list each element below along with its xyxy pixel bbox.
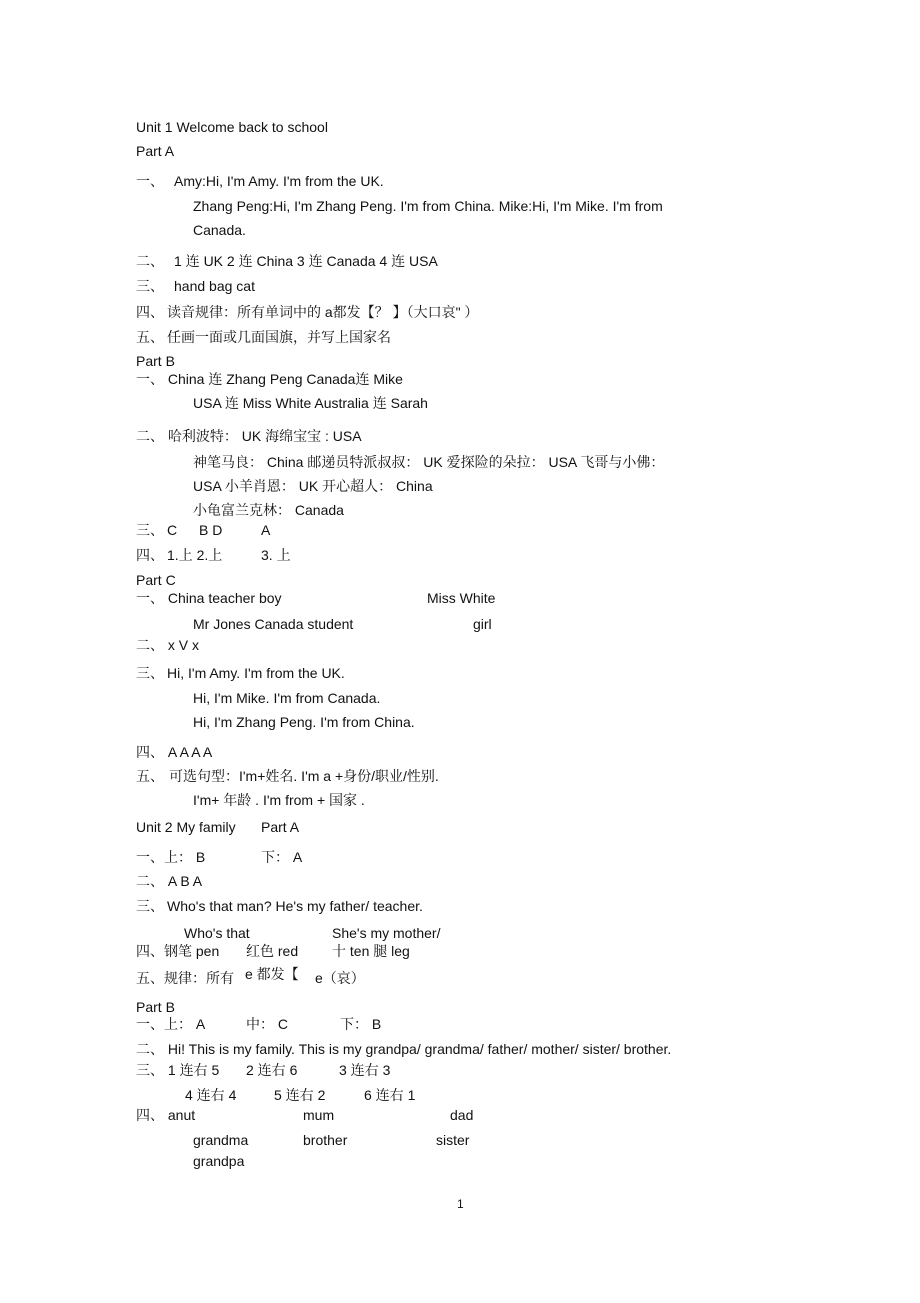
unit1-title: Unit 1 Welcome back to school <box>136 119 328 135</box>
u1c-q5-line1: 可选句型：I'm+姓名. I'm a +身份/职业/性别. <box>169 768 439 784</box>
u2a-q1-right: 下： A <box>261 849 303 865</box>
u1b-q3-answer-b: B D <box>199 522 223 538</box>
u2b-q1-a: 一、上： A <box>136 1016 206 1032</box>
u1b-q2-line4: 小龟富兰克林： Canada <box>193 502 344 518</box>
u1a-q4-number: 四、 <box>136 304 164 320</box>
u2a-q2-text: 二、 A B A <box>136 873 203 889</box>
u1b-q3-answer-c: A <box>261 522 271 538</box>
u1a-q3-text: hand bag cat <box>174 278 255 294</box>
u1a-q1-number: 一、 <box>136 173 164 189</box>
unit1-part-a-label: Part A <box>136 143 175 159</box>
u2b-q3-e: 5 连右 2 <box>274 1087 326 1103</box>
u1a-q1-line3: Canada. <box>193 222 246 238</box>
u2a-q5-c: e（哀） <box>315 970 365 986</box>
u1b-q4-answer-a: 1.上 2.上 <box>167 547 223 563</box>
unit2-part-b-label: Part B <box>136 999 175 1015</box>
u2b-q4-a: 四、 anut <box>136 1107 196 1123</box>
u2a-q3-number: 三、 <box>136 898 164 914</box>
u1a-q3-number: 三、 <box>136 278 164 294</box>
u1c-q1-line2-right: girl <box>473 616 492 632</box>
u2b-q4-d: grandma <box>193 1132 249 1148</box>
u1c-q4-text: 四、 A A A A <box>136 744 213 760</box>
u2b-q4-c: dad <box>450 1107 474 1123</box>
unit2-title: Unit 2 My family <box>136 819 236 835</box>
u1b-q1-line1: 一、 China 连 Zhang Peng Canada连 Mike <box>136 371 403 387</box>
u2a-q3-line2-right: She's my mother/ <box>332 925 441 941</box>
u2b-q2-text: 二、 Hi! This is my family. This is my grandpa/ grandma/ father/ mother/ sister/ brother. <box>136 1041 672 1057</box>
u1a-q4-text: 读音规律：所有单词中的 a都发【？ 】（大口哀" ） <box>167 304 479 320</box>
u2a-q4-a: 四、钢笔 pen <box>136 943 220 959</box>
u1c-q3-line1: Hi, I'm Amy. I'm from the UK. <box>167 665 345 681</box>
u1c-q5-number: 五、 <box>136 768 164 784</box>
page-number: 1 <box>457 1197 464 1211</box>
u2a-q5-a: 五、规律：所有 <box>136 970 234 986</box>
u1b-q2-line3: USA 小羊肖恩： UK 开心超人： China <box>193 478 433 494</box>
u1b-q2-line1: 二、 哈利波特： UK 海绵宝宝 : USA <box>136 428 362 444</box>
u1c-q3-line3: Hi, I'm Zhang Peng. I'm from China. <box>193 714 415 730</box>
u2a-q3-text: Who's that man? He's my father/ teacher. <box>167 898 423 914</box>
u1b-q3-answer-a: C <box>167 522 178 538</box>
u1c-q3-line2: Hi, I'm Mike. I'm from Canada. <box>193 690 381 706</box>
u1c-q1-line2-left: Mr Jones Canada student <box>193 616 354 632</box>
u1c-q1-line1-right: Miss White <box>427 590 496 606</box>
u2b-q4-b: mum <box>303 1107 335 1123</box>
u1a-q5-text: 任画一面或几面国旗，并写上国家名 <box>167 329 391 345</box>
u2a-q4-c: 十 ten 腿 leg <box>332 943 410 959</box>
u1c-q2-text: 二、 x V x <box>136 637 200 653</box>
u2b-q3-c: 3 连右 3 <box>339 1062 391 1078</box>
u2a-q5-b: e 都发【 <box>245 966 299 982</box>
u1c-q1-line1-left: 一、 China teacher boy <box>136 590 282 606</box>
u1b-q1-line2: USA 连 Miss White Australia 连 Sarah <box>193 395 428 411</box>
unit2-part-a-label: Part A <box>261 819 300 835</box>
u1b-q3-number: 三、 <box>136 522 164 538</box>
u1b-q4-answer-b: 3. 上 <box>261 547 291 563</box>
u1a-q5-number: 五、 <box>136 329 164 345</box>
u1b-q2-line2: 神笔马良： China 邮递员特派叔叔： UK 爱探险的朵拉： USA 飞哥与小佛： <box>193 454 665 470</box>
u1b-q4-number: 四、 <box>136 547 164 563</box>
u2b-q3-a: 三、 1 连右 5 <box>136 1062 220 1078</box>
u1a-q2-text: 1 连 UK 2 连 China 3 连 Canada 4 连 USA <box>174 253 438 269</box>
u1a-q1-line1: Amy:Hi, I'm Amy. I'm from the UK. <box>174 173 384 189</box>
u2b-q4-g: grandpa <box>193 1153 245 1169</box>
u1a-q2-number: 二、 <box>136 253 164 269</box>
unit1-part-b-label: Part B <box>136 353 175 369</box>
u2b-q3-f: 6 连右 1 <box>364 1087 416 1103</box>
u2a-q1-left: 一、上： B <box>136 849 206 865</box>
u2b-q1-c: 下： B <box>340 1016 382 1032</box>
u2b-q1-b: 中： C <box>246 1016 288 1032</box>
u2b-q3-d: 4 连右 4 <box>185 1087 237 1103</box>
u2a-q3-line2-left: Who's that <box>184 925 250 941</box>
u1c-q3-number: 三、 <box>136 665 164 681</box>
u2b-q3-b: 2 连右 6 <box>246 1062 298 1078</box>
unit1-part-c-label: Part C <box>136 572 176 588</box>
u2a-q4-b: 红色 red <box>246 943 299 959</box>
u1c-q5-line2: I'm+ 年龄 . I'm from + 国家 . <box>193 792 365 808</box>
u2b-q4-f: sister <box>436 1132 470 1148</box>
u1a-q1-line2: Zhang Peng:Hi, I'm Zhang Peng. I'm from China. Mike:Hi, I'm Mike. I'm from <box>193 198 663 214</box>
u2b-q4-e: brother <box>303 1132 348 1148</box>
